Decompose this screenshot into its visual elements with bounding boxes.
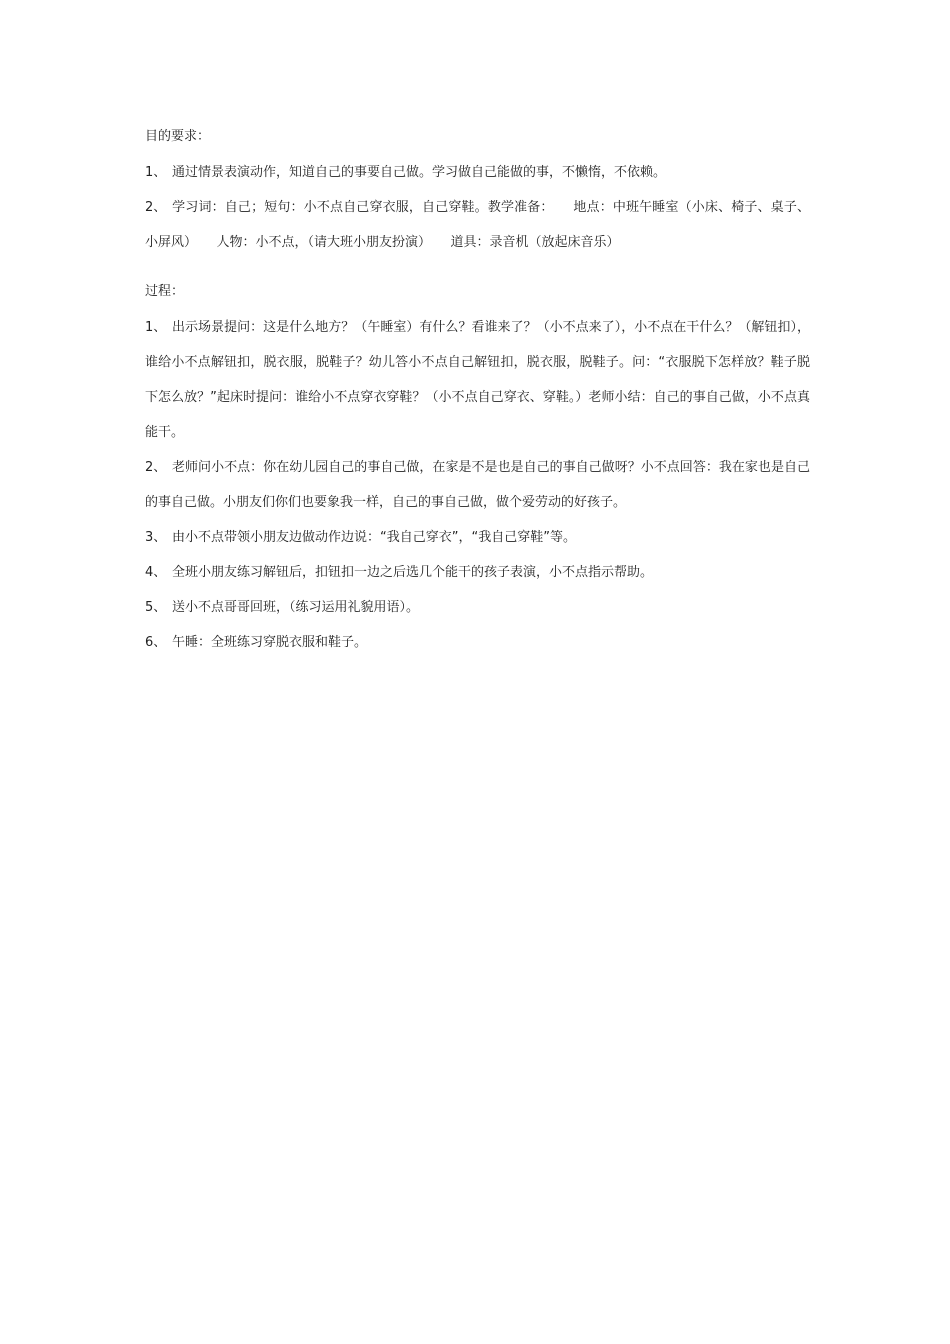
objectives-heading: 目的要求： [145, 129, 211, 144]
objective-item-number: 2、 [145, 200, 167, 215]
process-item-number: 3、 [145, 530, 167, 545]
objective-item-number: 1、 [145, 165, 167, 180]
process-item-2 [145, 450, 810, 520]
objective-item-1 [145, 155, 810, 190]
process-item-number: 2、 [145, 460, 167, 475]
spacer [145, 260, 810, 280]
process-item-text: 送小不点哥哥回班，（练习运用礼貌用语）。 [172, 600, 420, 615]
process-item-1 [145, 310, 810, 450]
objective-item-text: 学习词：自己；短句：小不点自己穿衣服，自己穿鞋。教学准备： 地点：中班午睡室（小床、椅子、桌子、小屏风） 人物：小不点，（请大班小朋友扮演） 道具：录音机（放起床音乐） [145, 200, 810, 250]
process-item-text: 由小不点带领小朋友边做动作边说：“我自己穿衣”，“我自己穿鞋”等。 [172, 530, 576, 545]
document-body [145, 125, 810, 660]
process-item-number: 5、 [145, 600, 167, 615]
objective-item-2 [145, 190, 810, 260]
process-item-text: 全班小朋友练习解钮后，扣钮扣一边之后选几个能干的孩子表演，小不点指示帮助。 [172, 565, 654, 580]
process-item-5 [145, 590, 810, 625]
process-item-number: 4、 [145, 565, 167, 580]
process-item-6 [145, 625, 810, 660]
process-heading: 过程： [145, 284, 185, 299]
process-item-4 [145, 555, 810, 590]
process-item-number: 6、 [145, 635, 167, 650]
process-item-text: 午睡：全班练习穿脱衣服和鞋子。 [172, 635, 368, 650]
process-item-number: 1、 [145, 320, 167, 335]
objective-item-text: 通过情景表演动作，知道自己的事要自己做。学习做自己能做的事，不懒惰，不依赖。 [172, 165, 667, 180]
process-item-3 [145, 520, 810, 555]
process-item-text: 老师问小不点：你在幼儿园自己的事自己做，在家是不是也是自己的事自己做呀？小不点回答：我在家也是自己的事自己做。小朋友们你们也要象我一样，自己的事自己做，做个爱劳动的好孩子。 [145, 460, 810, 510]
process-item-text: 出示场景提问：这是什么地方？（午睡室）有什么？看谁来了？（小不点来了），小不点在干什么？（解钮扣），谁给小不点解钮扣，脱衣服，脱鞋子？幼儿答小不点自己解钮扣，脱衣服，脱鞋子。问：“衣服脱下怎样放？鞋子脱下怎么放？”起床时提问：谁给小不点穿衣穿鞋？（小不点自己穿衣、穿鞋。）老师小结：自己的事自己做，小不点真能干。 [145, 320, 810, 440]
